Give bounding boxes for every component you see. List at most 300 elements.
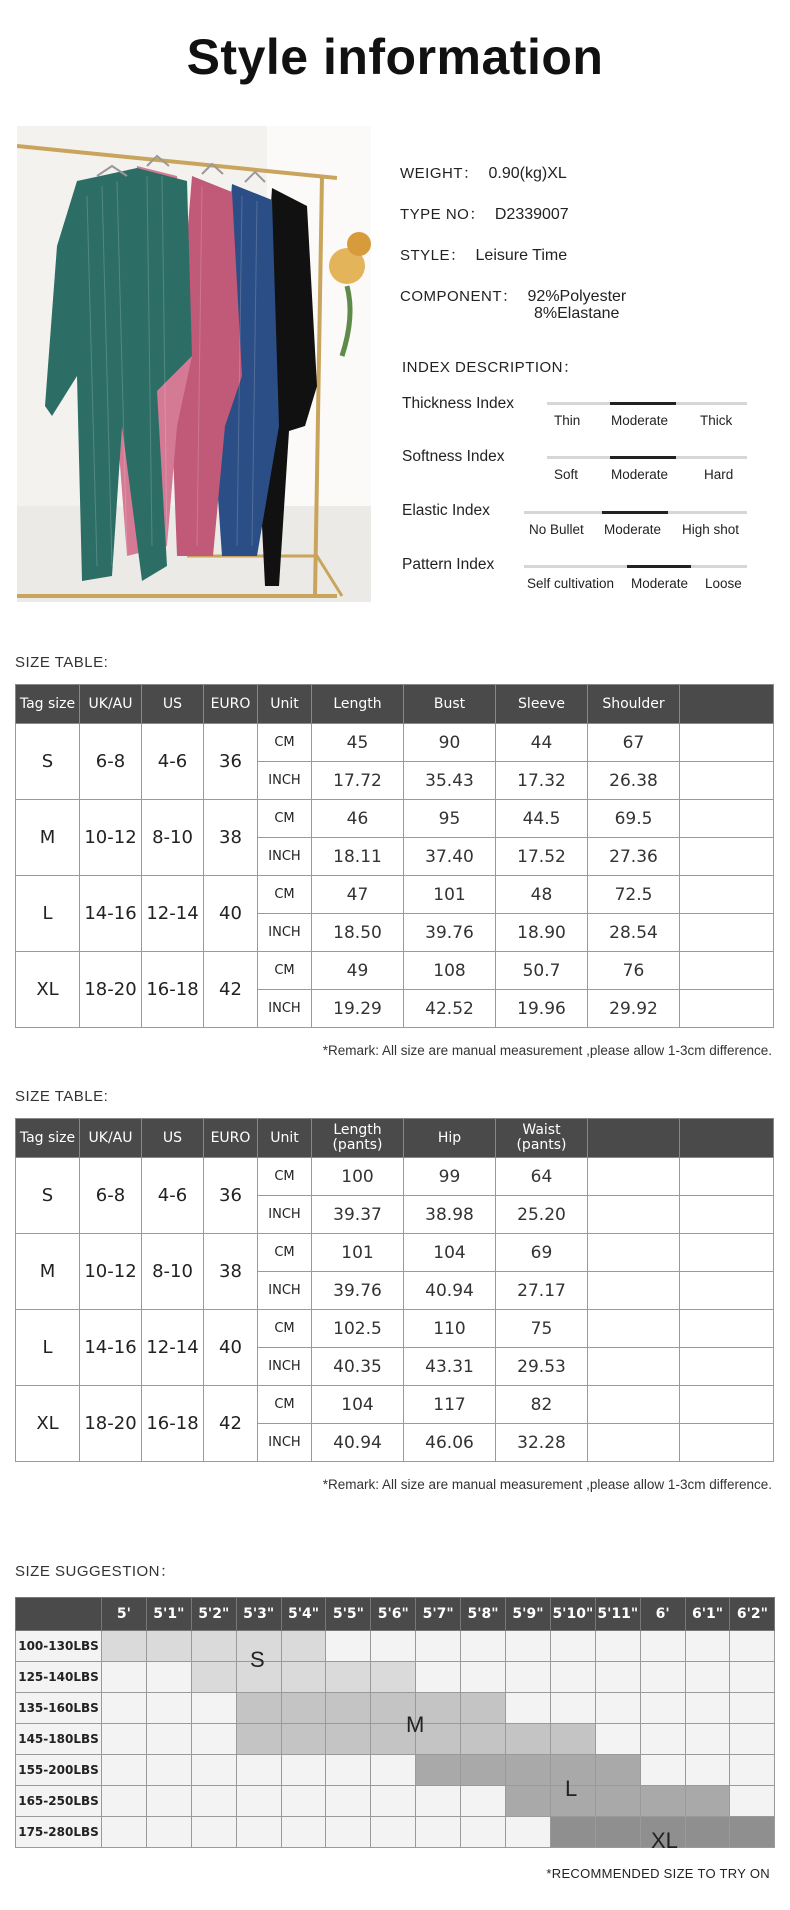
table-cell: 104 bbox=[404, 1234, 496, 1272]
height-header: 5'4" bbox=[281, 1598, 326, 1631]
suggestion-cell bbox=[281, 1631, 326, 1662]
style-row bbox=[400, 244, 567, 265]
suggestion-cell bbox=[685, 1693, 730, 1724]
table-cell: INCH bbox=[258, 1424, 312, 1462]
suggestion-cell bbox=[461, 1693, 506, 1724]
suggestion-cell bbox=[146, 1693, 191, 1724]
table-cell: INCH bbox=[258, 914, 312, 952]
table-cell: 38.98 bbox=[404, 1196, 496, 1234]
index-selected-bar bbox=[627, 565, 691, 568]
table-cell: 12-14 bbox=[142, 876, 204, 952]
softness-index bbox=[402, 448, 762, 488]
height-header: 5'5" bbox=[326, 1598, 371, 1631]
height-header-row bbox=[16, 1598, 775, 1631]
table-cell: 48 bbox=[496, 876, 588, 914]
type-label: TYPE NO： bbox=[400, 206, 485, 223]
table-cell: S bbox=[16, 1158, 80, 1234]
table-cell: 19.96 bbox=[496, 990, 588, 1028]
suggestion-cell bbox=[102, 1631, 147, 1662]
weight-label: 135-160LBS bbox=[16, 1693, 102, 1724]
table-cell: 104 bbox=[312, 1386, 404, 1424]
table-cell: INCH bbox=[258, 838, 312, 876]
index-option: Hard bbox=[704, 467, 734, 482]
table-row bbox=[16, 952, 774, 990]
index-option: Moderate bbox=[611, 467, 669, 482]
table-cell: 39.76 bbox=[312, 1272, 404, 1310]
suggestion-cell bbox=[236, 1755, 281, 1786]
index-option: Soft bbox=[554, 467, 579, 482]
column-header: Waist (pants) bbox=[496, 1119, 588, 1158]
table-cell: 16-18 bbox=[142, 1386, 204, 1462]
table-cell: 117 bbox=[404, 1386, 496, 1424]
table-cell: 18.90 bbox=[496, 914, 588, 952]
table-cell: 8-10 bbox=[142, 1234, 204, 1310]
table-cell: 50.7 bbox=[496, 952, 588, 990]
table-cell bbox=[588, 1348, 680, 1386]
suggestion-cell bbox=[371, 1662, 416, 1693]
table-cell: 36 bbox=[204, 1158, 258, 1234]
column-header: Bust bbox=[404, 685, 496, 724]
index-option: No Bullet bbox=[529, 522, 584, 537]
elastic-index bbox=[402, 502, 762, 542]
height-header: 5'11" bbox=[595, 1598, 640, 1631]
index-name: Pattern Index bbox=[402, 556, 495, 573]
table-cell: CM bbox=[258, 876, 312, 914]
table-cell: CM bbox=[258, 952, 312, 990]
suggestion-cell bbox=[416, 1755, 461, 1786]
suggestion-cell bbox=[102, 1724, 147, 1755]
table-cell: S bbox=[16, 724, 80, 800]
table-cell: M bbox=[16, 1234, 80, 1310]
table-cell: CM bbox=[258, 1386, 312, 1424]
suggestion-cell bbox=[281, 1817, 326, 1848]
table-cell: 17.32 bbox=[496, 762, 588, 800]
table-cell: 42 bbox=[204, 952, 258, 1028]
suggestion-cell bbox=[191, 1724, 236, 1755]
table-cell: 42.52 bbox=[404, 990, 496, 1028]
suggestion-cell bbox=[595, 1817, 640, 1848]
suggestion-cell bbox=[730, 1817, 775, 1848]
suggestion-cell bbox=[730, 1786, 775, 1817]
suggestion-cell bbox=[416, 1662, 461, 1693]
table-cell: 28.54 bbox=[588, 914, 680, 952]
top-table-body bbox=[16, 724, 774, 1028]
table-cell: 90 bbox=[404, 724, 496, 762]
bottom-size-table bbox=[15, 1118, 774, 1462]
height-header: 5'9" bbox=[506, 1598, 551, 1631]
table-cell bbox=[588, 1196, 680, 1234]
table-cell: 38 bbox=[204, 1234, 258, 1310]
bottom-table-body bbox=[16, 1158, 774, 1462]
bottom-table-remark: *Remark: All size are manual measurement ,please allow 1-3cm difference. bbox=[322, 1477, 772, 1492]
suggestion-cell bbox=[506, 1693, 551, 1724]
table-cell: CM bbox=[258, 1234, 312, 1272]
table-cell: 17.52 bbox=[496, 838, 588, 876]
table-cell: 40 bbox=[204, 876, 258, 952]
table-cell: L bbox=[16, 876, 80, 952]
height-header: 5'1" bbox=[146, 1598, 191, 1631]
suggestion-cell bbox=[550, 1693, 595, 1724]
table-cell bbox=[680, 1348, 774, 1386]
table-cell: 40.94 bbox=[404, 1272, 496, 1310]
corner-cell bbox=[16, 1598, 102, 1631]
table-cell: 39.76 bbox=[404, 914, 496, 952]
table-cell: XL bbox=[16, 1386, 80, 1462]
index-option: Moderate bbox=[604, 522, 662, 537]
table-cell bbox=[588, 1158, 680, 1196]
column-header: Tag size bbox=[16, 1119, 80, 1158]
table-cell: 99 bbox=[404, 1158, 496, 1196]
table-cell: 69 bbox=[496, 1234, 588, 1272]
table-row bbox=[16, 724, 774, 762]
suggestion-cell bbox=[461, 1755, 506, 1786]
suggestion-cell bbox=[640, 1786, 685, 1817]
style-value: Leisure Time bbox=[475, 247, 568, 264]
table-cell: 40.94 bbox=[312, 1424, 404, 1462]
component-label: COMPONENT： bbox=[400, 288, 518, 305]
suggestion-cell bbox=[236, 1693, 281, 1724]
table-cell: 25.20 bbox=[496, 1196, 588, 1234]
suggestion-cell bbox=[191, 1755, 236, 1786]
column-header: US bbox=[142, 1119, 204, 1158]
suggestion-cell bbox=[550, 1724, 595, 1755]
height-header: 5'7" bbox=[416, 1598, 461, 1631]
table-cell bbox=[680, 1196, 774, 1234]
table-row bbox=[16, 1234, 774, 1272]
table-cell: CM bbox=[258, 1158, 312, 1196]
column-header bbox=[588, 1119, 680, 1158]
table-cell bbox=[680, 1234, 774, 1272]
table-cell bbox=[588, 1424, 680, 1462]
suggestion-cell bbox=[191, 1693, 236, 1724]
height-header: 5'2" bbox=[191, 1598, 236, 1631]
table-cell bbox=[680, 762, 774, 800]
table-cell bbox=[680, 724, 774, 762]
suggestion-cell bbox=[102, 1817, 147, 1848]
weight-rows bbox=[16, 1631, 775, 1848]
suggestion-cell bbox=[326, 1724, 371, 1755]
table-cell: INCH bbox=[258, 1348, 312, 1386]
table-cell bbox=[680, 990, 774, 1028]
table-cell bbox=[588, 1234, 680, 1272]
weight-row bbox=[16, 1631, 775, 1662]
table-cell: INCH bbox=[258, 1196, 312, 1234]
suggestion-cell bbox=[685, 1631, 730, 1662]
table-cell: 18-20 bbox=[80, 1386, 142, 1462]
suggestion-cell bbox=[281, 1755, 326, 1786]
table-cell: 29.92 bbox=[588, 990, 680, 1028]
table-cell: 100 bbox=[312, 1158, 404, 1196]
suggestion-cell bbox=[595, 1662, 640, 1693]
column-header: US bbox=[142, 685, 204, 724]
suggestion-cell bbox=[416, 1817, 461, 1848]
table-cell bbox=[680, 1158, 774, 1196]
height-header: 6'2" bbox=[730, 1598, 775, 1631]
suggestion-cell bbox=[595, 1755, 640, 1786]
table-row bbox=[16, 800, 774, 838]
product-photo bbox=[17, 126, 371, 602]
table-cell: CM bbox=[258, 1310, 312, 1348]
column-header bbox=[680, 1119, 774, 1158]
table-cell bbox=[588, 1386, 680, 1424]
column-header: Unit bbox=[258, 685, 312, 724]
index-option: Self cultivation bbox=[527, 576, 615, 591]
table-cell bbox=[680, 1310, 774, 1348]
index-name: Elastic Index bbox=[402, 502, 490, 519]
suggestion-cell bbox=[595, 1786, 640, 1817]
table-cell: 110 bbox=[404, 1310, 496, 1348]
suggestion-cell bbox=[371, 1755, 416, 1786]
suggestion-cell bbox=[506, 1755, 551, 1786]
suggestion-cell bbox=[730, 1693, 775, 1724]
suggestion-cell bbox=[730, 1631, 775, 1662]
suggestion-cell bbox=[191, 1662, 236, 1693]
suggestion-cell bbox=[102, 1693, 147, 1724]
suggestion-cell bbox=[595, 1693, 640, 1724]
index-name: Softness Index bbox=[402, 448, 505, 465]
table-cell bbox=[680, 952, 774, 990]
suggestion-cell bbox=[550, 1817, 595, 1848]
table-cell: 18.50 bbox=[312, 914, 404, 952]
suggestion-cell bbox=[326, 1631, 371, 1662]
weight-label: WEIGHT： bbox=[400, 165, 479, 182]
table-cell: 46.06 bbox=[404, 1424, 496, 1462]
index-selected-bar bbox=[610, 456, 676, 459]
suggestion-cell bbox=[550, 1631, 595, 1662]
table-cell: 4-6 bbox=[142, 1158, 204, 1234]
table-cell: 75 bbox=[496, 1310, 588, 1348]
component-row bbox=[400, 285, 626, 329]
weight-row bbox=[16, 1786, 775, 1817]
table-cell: 6-8 bbox=[80, 1158, 142, 1234]
suggestion-cell bbox=[685, 1724, 730, 1755]
suggestion-cell bbox=[685, 1817, 730, 1848]
suggestion-cell bbox=[146, 1662, 191, 1693]
table-cell: 12-14 bbox=[142, 1310, 204, 1386]
table-cell: 19.29 bbox=[312, 990, 404, 1028]
suggestion-cell bbox=[506, 1724, 551, 1755]
table-cell: 6-8 bbox=[80, 724, 142, 800]
table-cell: 44.5 bbox=[496, 800, 588, 838]
zone-label-l: L bbox=[565, 1776, 578, 1801]
column-header: Hip bbox=[404, 1119, 496, 1158]
suggestion-cell bbox=[461, 1786, 506, 1817]
table-cell: 14-16 bbox=[80, 1310, 142, 1386]
suggestion-cell bbox=[281, 1693, 326, 1724]
suggestion-cell bbox=[236, 1786, 281, 1817]
size-table-bottom-label: SIZE TABLE: bbox=[15, 1088, 109, 1105]
type-row bbox=[400, 203, 569, 224]
size-suggestion-table bbox=[15, 1597, 775, 1848]
table-cell: 49 bbox=[312, 952, 404, 990]
table-cell: CM bbox=[258, 800, 312, 838]
table-cell: L bbox=[16, 1310, 80, 1386]
table-cell: 40 bbox=[204, 1310, 258, 1386]
table-cell: 14-16 bbox=[80, 876, 142, 952]
component-value-2: 8%Elastane bbox=[534, 305, 620, 322]
page-title: Style information bbox=[186, 29, 604, 85]
suggestion-cell bbox=[371, 1817, 416, 1848]
table-cell: 43.31 bbox=[404, 1348, 496, 1386]
suggestion-cell bbox=[506, 1817, 551, 1848]
index-option: Thick bbox=[700, 413, 733, 428]
clothing-rack-image bbox=[17, 126, 371, 602]
table-cell: 8-10 bbox=[142, 800, 204, 876]
thickness-index bbox=[402, 395, 762, 435]
table-cell: CM bbox=[258, 724, 312, 762]
table-cell bbox=[680, 1272, 774, 1310]
index-selected-bar bbox=[610, 402, 676, 405]
table-cell: 108 bbox=[404, 952, 496, 990]
table-cell: 26.38 bbox=[588, 762, 680, 800]
table-cell: 72.5 bbox=[588, 876, 680, 914]
suggestion-cell bbox=[730, 1662, 775, 1693]
suggestion-cell bbox=[191, 1786, 236, 1817]
table-cell: 27.36 bbox=[588, 838, 680, 876]
suggestion-cell bbox=[146, 1817, 191, 1848]
zone-label-s: S bbox=[250, 1647, 265, 1672]
table-cell: 76 bbox=[588, 952, 680, 990]
table-row bbox=[16, 876, 774, 914]
suggestion-cell bbox=[102, 1662, 147, 1693]
table-cell: 38 bbox=[204, 800, 258, 876]
suggestion-cell bbox=[326, 1755, 371, 1786]
suggestion-cell bbox=[191, 1631, 236, 1662]
component-value-1: 92%Polyester bbox=[527, 288, 627, 305]
table-cell: 35.43 bbox=[404, 762, 496, 800]
table-cell: 36 bbox=[204, 724, 258, 800]
table-cell: 10-12 bbox=[80, 1234, 142, 1310]
table-cell: XL bbox=[16, 952, 80, 1028]
weight-label: 145-180LBS bbox=[16, 1724, 102, 1755]
column-header bbox=[680, 685, 774, 724]
suggestion-cell bbox=[730, 1755, 775, 1786]
weight-row bbox=[400, 162, 567, 183]
table-header-row bbox=[16, 1119, 774, 1158]
top-table-remark: *Remark: All size are manual measurement ,please allow 1-3cm difference. bbox=[322, 1043, 772, 1058]
column-header: UK/AU bbox=[80, 1119, 142, 1158]
table-row bbox=[16, 1158, 774, 1196]
table-cell: 40.35 bbox=[312, 1348, 404, 1386]
suggestion-cell bbox=[640, 1755, 685, 1786]
table-header-row bbox=[16, 685, 774, 724]
suggestion-cell bbox=[281, 1786, 326, 1817]
table-cell bbox=[680, 1386, 774, 1424]
suggestion-cell bbox=[685, 1662, 730, 1693]
suggestion-cell bbox=[685, 1786, 730, 1817]
type-value: D2339007 bbox=[494, 206, 569, 223]
suggestion-cell bbox=[371, 1631, 416, 1662]
weight-row bbox=[16, 1755, 775, 1786]
recommendation-note: *RECOMMENDED SIZE TO TRY ON bbox=[546, 1866, 770, 1881]
suggestion-cell bbox=[146, 1724, 191, 1755]
suggestion-cell bbox=[371, 1786, 416, 1817]
suggestion-cell bbox=[730, 1724, 775, 1755]
table-cell: 17.72 bbox=[312, 762, 404, 800]
suggestion-cell bbox=[640, 1631, 685, 1662]
table-cell: 45 bbox=[312, 724, 404, 762]
weight-row bbox=[16, 1693, 775, 1724]
table-cell: INCH bbox=[258, 762, 312, 800]
table-row bbox=[16, 1386, 774, 1424]
table-cell: 101 bbox=[404, 876, 496, 914]
index-description-title: INDEX DESCRIPTION： bbox=[402, 359, 579, 376]
index-option: High shot bbox=[682, 522, 740, 537]
suggestion-cell bbox=[146, 1631, 191, 1662]
suggestion-cell bbox=[461, 1662, 506, 1693]
suggestion-cell bbox=[102, 1755, 147, 1786]
suggestion-cell bbox=[236, 1724, 281, 1755]
table-cell bbox=[680, 1424, 774, 1462]
suggestion-cell bbox=[416, 1631, 461, 1662]
table-cell bbox=[680, 838, 774, 876]
table-row bbox=[16, 1310, 774, 1348]
table-cell: 69.5 bbox=[588, 800, 680, 838]
column-header: EURO bbox=[204, 685, 258, 724]
suggestion-cell bbox=[506, 1786, 551, 1817]
index-name: Thickness Index bbox=[402, 395, 514, 412]
suggestion-cell bbox=[461, 1817, 506, 1848]
weight-label: 125-140LBS bbox=[16, 1662, 102, 1693]
size-table-top-label: SIZE TABLE: bbox=[15, 654, 109, 671]
suggestion-cell bbox=[326, 1817, 371, 1848]
table-cell: 4-6 bbox=[142, 724, 204, 800]
suggestion-cell bbox=[326, 1786, 371, 1817]
table-cell: 29.53 bbox=[496, 1348, 588, 1386]
table-cell: 101 bbox=[312, 1234, 404, 1272]
table-cell bbox=[588, 1310, 680, 1348]
table-cell: 16-18 bbox=[142, 952, 204, 1028]
height-header: 6' bbox=[640, 1598, 685, 1631]
height-header: 5'10" bbox=[550, 1598, 595, 1631]
suggestion-cell bbox=[146, 1786, 191, 1817]
suggestion-cell bbox=[281, 1724, 326, 1755]
table-cell: 32.28 bbox=[496, 1424, 588, 1462]
weight-label: 155-200LBS bbox=[16, 1755, 102, 1786]
column-header: EURO bbox=[204, 1119, 258, 1158]
table-cell: 47 bbox=[312, 876, 404, 914]
size-suggestion-label: SIZE SUGGESTION： bbox=[15, 1563, 176, 1580]
suggestion-cell bbox=[640, 1724, 685, 1755]
index-selected-bar bbox=[602, 511, 668, 514]
suggestion-cell bbox=[550, 1662, 595, 1693]
table-cell bbox=[680, 800, 774, 838]
table-cell bbox=[680, 914, 774, 952]
suggestion-cell bbox=[281, 1662, 326, 1693]
height-header: 5'6" bbox=[371, 1598, 416, 1631]
weight-label: 165-250LBS bbox=[16, 1786, 102, 1817]
column-header: Length bbox=[312, 685, 404, 724]
suggestion-cell bbox=[506, 1662, 551, 1693]
zone-label-xl: XL bbox=[651, 1828, 678, 1853]
column-header: UK/AU bbox=[80, 685, 142, 724]
table-cell: 42 bbox=[204, 1386, 258, 1462]
height-header: 6'1" bbox=[685, 1598, 730, 1631]
table-cell: 39.37 bbox=[312, 1196, 404, 1234]
table-cell: INCH bbox=[258, 990, 312, 1028]
suggestion-cell bbox=[236, 1817, 281, 1848]
height-header: 5' bbox=[102, 1598, 147, 1631]
index-option: Moderate bbox=[631, 576, 689, 591]
table-cell: 46 bbox=[312, 800, 404, 838]
table-cell: 10-12 bbox=[80, 800, 142, 876]
suggestion-cell bbox=[326, 1693, 371, 1724]
suggestion-cell bbox=[595, 1631, 640, 1662]
weight-row bbox=[16, 1662, 775, 1693]
column-header: Sleeve bbox=[496, 685, 588, 724]
zone-label-m: M bbox=[406, 1712, 425, 1737]
style-label: STYLE： bbox=[400, 247, 466, 264]
